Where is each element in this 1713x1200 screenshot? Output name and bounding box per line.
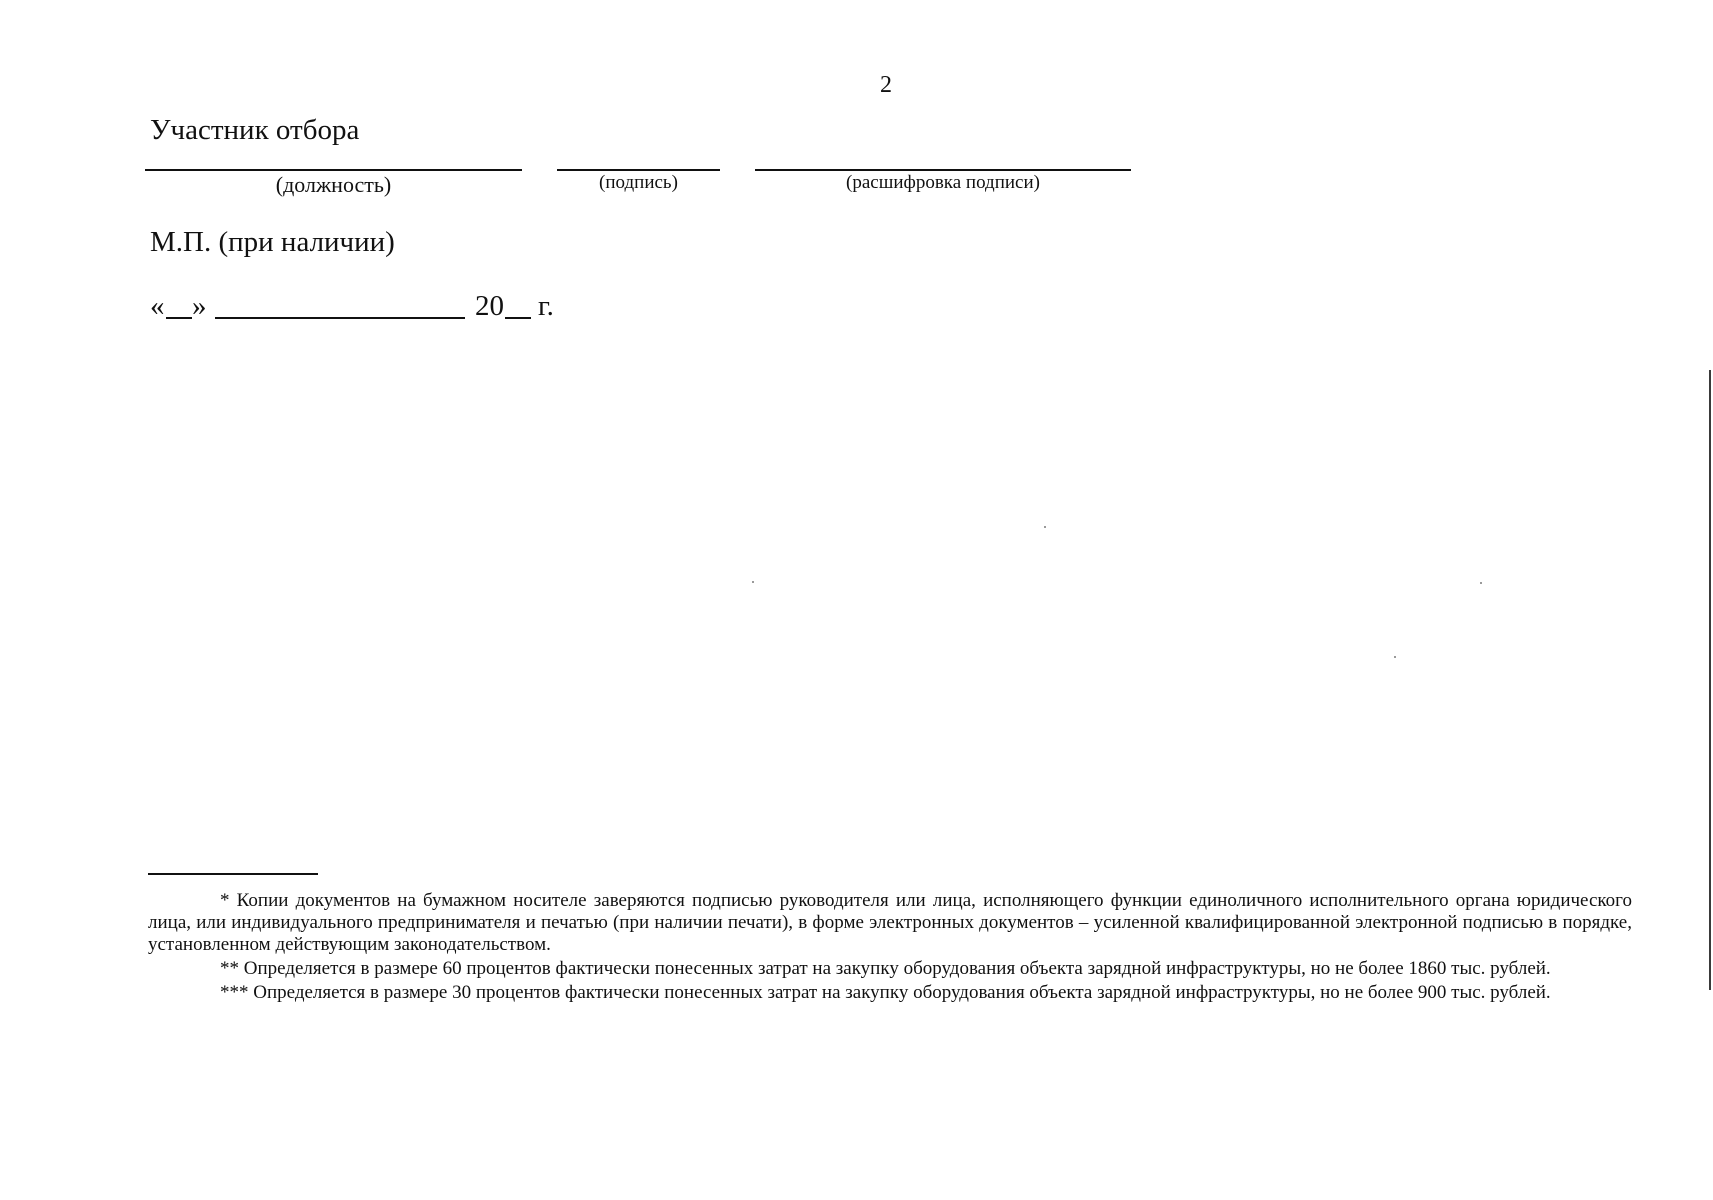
year-blank [505,317,531,319]
decoding-line [755,169,1131,171]
year-suffix: г. [538,290,554,322]
scan-edge-mark [1709,370,1711,990]
year-prefix: 20 [475,290,504,322]
footnote-separator [148,873,318,875]
signature-line [557,169,720,171]
position-caption: (должность) [275,172,392,197]
footnote-3: *** Определяется в размере 30 процентов фактически понесенных затрат на закупку оборудования объекта зарядной инфраструктуры, но не более 900 тыс. рублей. [220,982,1551,1003]
page-number: 2 [880,72,892,98]
scan-speck [1480,582,1482,584]
position-line [145,169,522,171]
stamp-note: М.П. (при наличии) [150,226,395,258]
scan-speck [1044,526,1046,528]
scan-speck [752,581,754,583]
participant-heading: Участник отбора [150,114,360,146]
footnote-1: * Копии документов на бумажном носителе заверяются подписью руководителя или лица, исполняющего функции единоличного исполнительного органа юридического лица, или индивидуального предпринимателя и печатью (при наличии печати), в форме электронных документов – усиленной квалифицированной электронной подписью в порядке, установленном действующим законодательством. [148,890,1632,955]
date-open-quote: « [150,290,165,322]
month-blank [215,317,465,319]
footnotes [148,890,1632,1006]
scan-speck [1394,656,1396,658]
day-blank [166,317,192,319]
date-line [150,290,570,326]
footnote-2: ** Определяется в размере 60 процентов фактически понесенных затрат на закупку оборудования объекта зарядной инфраструктуры, но не более 1860 тыс. рублей. [220,958,1551,979]
decoding-caption: (расшифровка подписи) [846,172,1040,193]
signature-caption: (подпись) [599,172,678,193]
date-close-quote: » [192,290,207,322]
